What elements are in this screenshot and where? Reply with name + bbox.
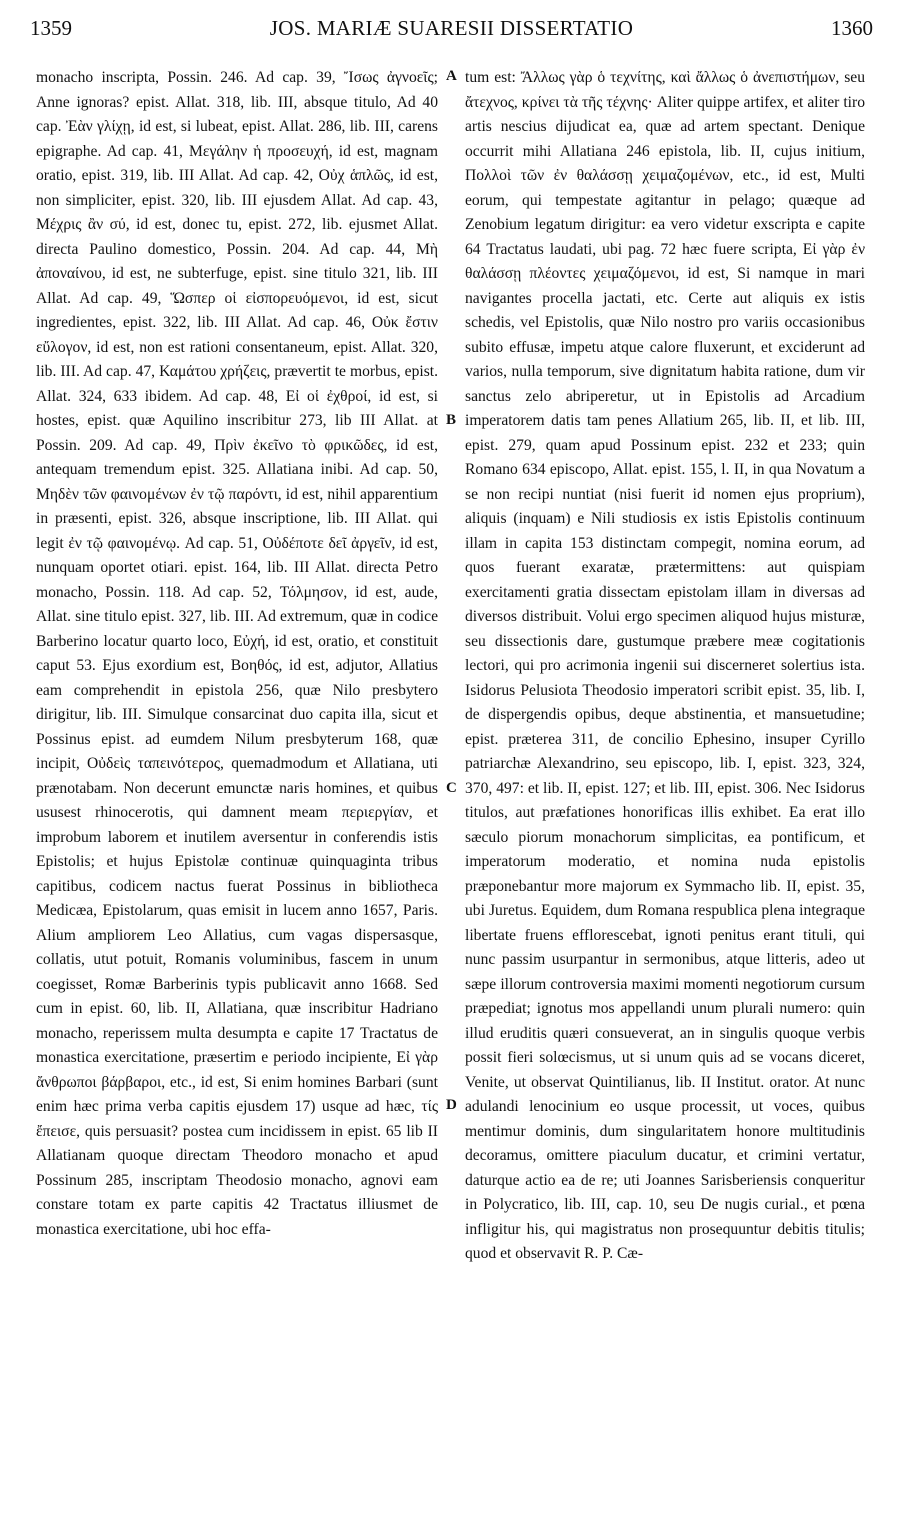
margin-letter-d: D	[446, 1097, 457, 1113]
page-number-right: 1360	[831, 16, 873, 40]
right-column	[465, 66, 865, 1267]
margin-letter-a: A	[446, 68, 457, 84]
page-header	[30, 8, 873, 54]
left-column-text: monacho inscripta, Possin. 246. Ad cap. 39, Ἴσως ἀγνοεῖς; Anne ignoras? epist. Allat. 318, lib. III, absque titulo, Ad 40 cap. Ἐὰν γλίχῃ, id est, si lubeat, epist. Allat. 286, lib. III, carens epigraphe. Ad cap. 41, Μεγάλην ἡ προσευχή, id est, magnam oratio, epist. 319, lib. III Allat. Ad cap. 42, Οὐχ ἁπλῶς, id est, non simpliciter, epist. 320, lib. III ejusdem Allat. Ad cap. 43, Μέχρις ἂν σύ, id est, donec tu, epist. 272, lib. ejusmet Allat. directa Paulino domestico, Possin. 204. Ad cap. 44, Μὴ ἀποναίνου, id est, ne subterfuge, epist. sine titulo 321, lib. III Allat. Ad cap. 49, Ὥσπερ οἱ εἰσπορευόμενοι, id est, sicut ingredientes, epist. 322, lib. III Allat. Ad cap. 46, Οὐκ ἔστιν εὔλογον, id est, non est rationi consentaneum, epist. Allat. 320, lib. III. Ad cap. 47, Καμάτου χρήζεις, prævertit te morbus, epist. Allat. 324, 633 ibidem. Ad cap. 48, Εἰ οἱ ἐχθροί, id est, si hostes, epist. quæ Aquilino inscribitur 273, lib III Allat. at Possin. 209. Ad cap. 49, Πρὶν ἐκεῖνο τὸ φρικῶδες, id est, antequam tremendum epist. 325. Allatiana inibi. Ad cap. 50, Μηδὲν τῶν φαινομένων ἐν τῷ παρόντι, id est, nihil apparentium in præsenti, epist. 326, absque inscriptione, lib. III Allat. qui legit ἐν τῷ φαινομένῳ. Ad cap. 51, Οὐδέποτε δεῖ ἀργεῖν, id est, nunquam oportet otiari. epist. 164, lib. III Allat. directa Petro monacho, Possin. 118. Ad cap. 52, Τόλμησον, id est, aude, Allat. sine titulo epist. 327, lib. III. Ad extremum, quæ in codice Barberino locatur quarto loco, Εὐχή, id est, oratio, et constituit caput 53. Ejus exordium est, Βοηθός, id est, adjutor, Allatius eam comprehendit in epistola 256, quæ Nilo presbytero dirigitur, lib. III. Simulque consarcinat duo capita illa, sicut et Possinus epist. ad eumdem Nilum presbyterum 168, quæ incipit, Οὐδεὶς ταπεινότερος, quemadmodum et Allatiana, uti prænotabam. Non decerunt emunctæ naris homines, et quibus ususest rhinocerotis, qui damnent meam περιεργίαν, et improbum laborem et inutilem aversentur in conferendis istis Epistolis; et hujus Epistolæ continuæ quinquaginta tribus capitibus, codicem nactus fuerat Possinus in bibliotheca Medicæa, Epistolarum, quas emisit in lucem anno 1657, Paris. Alium ampliorem Leo Allatius, cum vagas dispersasque, collatis, utut potuit, Romanis voluminibus, fascem in unum coegisset, Romæ Barberinis typis publicavit anno 1668. Sed cum in epist. 60, lib. II, Allatiana, quæ inscribitur Hadriano monacho, reperissem multa desumpta e capite 17 Tractatus de monastica exercitatione, præsertim e periodo incipiente, Εἰ γὰρ ἄνθρωποι βάρβαροι, etc., id est, Si enim homines Barbari (sunt enim hæc prima verba capitis ejusdem 17) usque ad hæc, τίς ἔπεισε, quis persuasit? postea cum incidissem in epist. 65 lib II Allatianam quoque directam Theodoro monacho et apud Possinum 285, inscriptam Theodosio monacho, agnovi eam constare totam ex parte capitis 42 Tractatus illiusmet de monastica exercitatione, ubi hoc effa-	[36, 69, 438, 1238]
right-column-text: tum est: Ἄλλως γὰρ ὁ τεχνίτης, καὶ ἄλλως ὁ ἀνεπιστήμων, seu ἄτεχνος, κρίνει τὰ τῆς τέχνης· Aliter quippe artifex, et aliter tiro artis nescius dijudicat ea, quæ ad artem spectant. Denique occurrit mihi Allatiana 246 epistola, lib. II, cujus initium, Πολλοὶ τῶν ἐν θαλάσσῃ χειμαζομένων, etc., id est, Multi eorum, qui tempestate agitantur in pelago; quæque ad Zenobium legatum dirigitur: ea vero videtur exscripta e capite 64 Tractatus laudati, ubi pag. 72 hæc fuere scripta, Εἰ γὰρ ἐν θαλάσσῃ πλέοντες χειμαζόμενοι, id est, Si namque in mari navigantes procella jactati, etc. Certe aut aliquis ex istis schedis, vel Epistolis, quæ Nilo nostro pro variis occasionibus subito effusæ, impetu atque calore fluxerunt, et exciderunt ad varios, nulla temporum, sive dignitatum habita ratione, dum vir sanctus zelo abriperetur, ut in Epistolis ad Arcadium imperatorem datis tam penes Allatium 265, lib. II, et lib. III, epist. 279, quam apud Possinum epist. 232 et 233; quin Romano 634 episcopo, Allat. epist. 155, l. II, in qua Novatum a se non recipi nuntiat (nisi fuerit id nomen ejus proprium), aliquis (inquam) e Nili studiosis ex istis Epistolis continuum illam in capita 153 distinctam compegit, nomina eorum, ad quos fuerant exaratæ, prætermittens: aut quispiam exercitamenti gratia dissectam epistolam illam in diversas ad diversos distribuit. Volui ergo specimen aliquod hujus misturæ, seu dissectionis dare, gustumque præbere meæ cogitationis lectori, qui pro acrimonia ingenii sui discerneret solertius ista. Isidorus Pelusiota Theodosio imperatori scribit epist. 35, lib. I, de dispergendis opibus, deque abstinentia, et mansuetudine; epist. præterea 311, de concilio Ephesino, insuper Cyrillo patriarchæ Alexandrino, seu episcopo, lib. I, epist. 323, 324, 370, 497: et lib. II, epist. 127; et lib. III, epist. 306. Nec Isidorus titulos, aut præfationes honorificas illis exhibet. Ea erat illo sæculo piorum monachorum simplicitas, ea pontificum, et imperatorum moderatio, et nomina nuda epistolis præponebantur more majorum ex Symmacho lib. II, epist. 35, ubi Juretus. Equidem, dum Romana respublica plena integraque libertate fruens efflorescebat, ignoti penitus erant tituli, qui nunc passim usurpantur in sermonibus, atque litteris, adeo ut sæpe illorum controversia maximi momenti negotiorum cursum præpediat; ignotus mos appellandi unum plurali numero: quin illud eruditis quæri consueverat, an in singulis quoque verbis possit fieri solœcismus, ut si unum quis ad se vocans diceret, Venite, ut observat Quintilianus, lib. II Institut. orator. At nunc adulandi lenocinium eo usque processit, ut voces, quibus mentimur dominis, dum singularitatem honore multitudinis decoramus, omittere piaculum ducatur, et crimini vertatur, daturque actio ea de re; uti Joannes Sarisberiensis conqueritur in Polycratico, lib. III, cap. 10, seu De nugis curial., et pœna infligitur his, qui magistratus non prosequuntur debitis titulis; quod et observavit R. P. Cæ-	[465, 69, 865, 1262]
margin-letter-b: B	[446, 412, 457, 428]
page-number-left: 1359	[30, 16, 72, 40]
margin-letter-c: C	[446, 780, 457, 796]
running-title: JOS. MARIÆ SUARESII DISSERTATIO	[269, 16, 634, 40]
left-column	[36, 66, 438, 1242]
